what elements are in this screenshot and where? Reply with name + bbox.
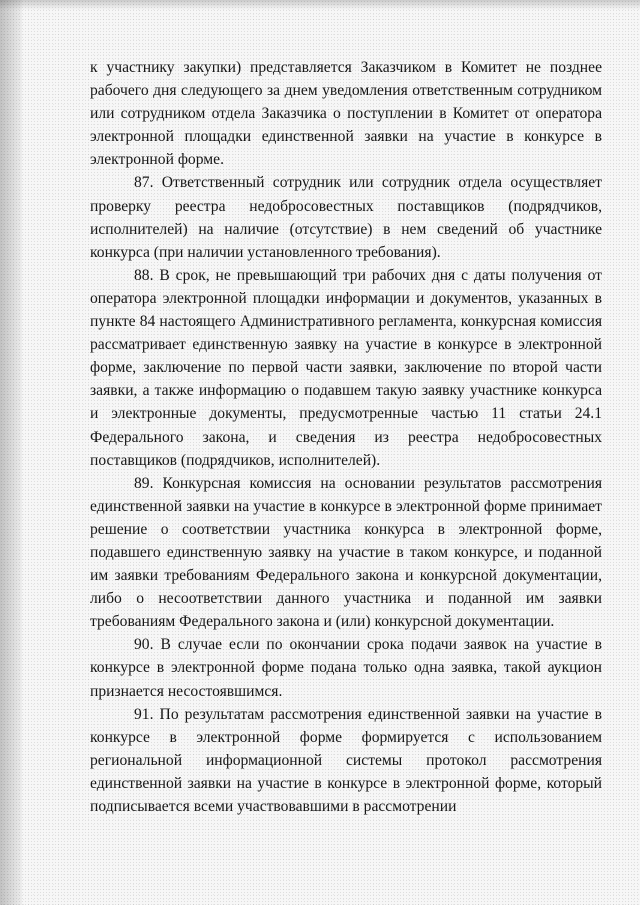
paragraph-continuation: к участнику закупки) представляется Заказчиком в Комитет не позднее рабочего дня следующего за днем уведомления ответственным сотрудником или сотрудником отдела Заказчика о поступлении в Комитет от оператора электронной площадки единственной заявки на участие в конкурсе в электронной форме. xyxy=(90,59,602,169)
document-body xyxy=(90,56,602,818)
paragraph-88: 88. В срок, не превышающий три рабочих дня с даты получения от оператора электронной площадки информации и документов, указанных в пункте 84 настоящего Административного регламента, конкурсная комиссия рассматривает единственную заявку на участие в конкурсе в электронной форме, заключение по первой части заявки, заключение по второй части заявки, а также информацию о подавшем такую заявку участнике конкурса и электронные документы, предусмотренные частью 11 статьи 24.1 Федерального закона, и сведения из реестра недобросовестных поставщиков (подрядчиков, исполнителей). xyxy=(90,266,602,469)
scan-left-edge-shadow xyxy=(0,0,22,905)
paragraph-89: 89. Конкурсная комиссия на основании результатов рассмотрения единственной заявки на участие в конкурсе в электронной форме принимает решение о соответствии участника конкурса в электронной форме, подавшего единственную заявку на участие в таком конкурсе, и поданной им заявки требованиям Федерального закона и конкурсной документации, либо о несоответствии данного участника и поданной им заявки требованиям Федерального закона и (или) конкурсной документации. xyxy=(90,474,602,631)
paragraph-91: 91. По результатам рассмотрения единственной заявки на участие в конкурсе в электронной форме формируется с использованием региональной информационной системы протокол рассмотрения единственной заявки на участие в конкурсе в электронной форме, который подписывается всеми участвовавшими в рассмотрении xyxy=(90,705,602,815)
paragraph-87: 87. Ответственный сотрудник или сотрудник отдела осуществляет проверку реестра недобросовестных поставщиков (подрядчиков, исполнителей) на наличие (отсутствие) в нем сведений об участнике конкурса (при наличии установленного требования). xyxy=(90,174,602,261)
scan-top-edge-shadow xyxy=(0,0,640,10)
paragraph-90: 90. В случае если по окончании срока подачи заявок на участие в конкурсе в электронной форме подана только одна заявка, такой аукцион признается несостоявшимся. xyxy=(90,636,602,700)
